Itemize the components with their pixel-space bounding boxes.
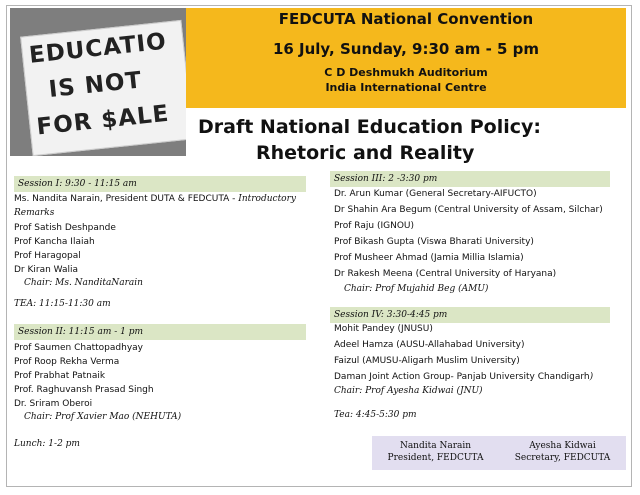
session-3-speaker: Prof Bikash Gupta (Viswa Bharati University) <box>334 237 534 247</box>
banner-line-3: FOR $ALE <box>35 100 171 141</box>
session-3-heading: Session III: 2 -3:30 pm <box>330 171 610 187</box>
event-venue-centre: India International Centre <box>325 81 487 94</box>
event-venue-hall: C D Deshmukh Auditorium <box>324 66 488 79</box>
event-date: 16 July, Sunday, 9:30 am - 5 pm <box>272 40 540 58</box>
session-1-speaker: Prof Kancha Ilaiah <box>14 237 95 247</box>
session-1-chair: Chair: Ms. NanditaNarain <box>24 278 143 288</box>
lunch-break: Lunch: 1-2 pm <box>14 439 80 449</box>
intro-speaker: Ms. Nandita Narain, President DUTA & FEDCUTA - <box>14 194 239 204</box>
session-2-speaker: Prof Saumen Chattopadhyay <box>14 343 143 353</box>
policy-title-line-1: Draft National Education Policy: <box>198 116 542 138</box>
session-3-speaker: Prof Musheer Ahmad (Jamia Millia Islamia) <box>334 253 524 263</box>
session-1-intro <box>14 194 296 204</box>
session-4-speaker <box>334 372 593 382</box>
session-3-speaker: Dr. Arun Kumar (General Secretary-AIFUCTO) <box>334 189 537 199</box>
signature-role: Secretary, FEDCUTA <box>514 453 611 463</box>
session-1-speaker: Dr Kiran Walia <box>14 265 79 275</box>
session-3-speaker: Dr Rakesh Meena (Central University of Haryana) <box>334 269 557 279</box>
session-3-speaker: Dr Shahin Ara Begum (Central University of Assam, Silchar) <box>334 205 603 215</box>
session-3-chair: Chair: Prof Mujahid Beg (AMU) <box>344 284 489 294</box>
signature-president <box>372 440 499 464</box>
intro-label: Introductory <box>238 194 296 204</box>
session-4-speaker: Faizul (AMUSU-Aligarh Muslim University) <box>334 356 520 366</box>
intro-label-cont: Remarks <box>14 208 55 218</box>
session-2-chair: Chair: Prof Xavier Mao (NEHUTA) <box>24 412 182 422</box>
session-2-heading: Session II: 11:15 am - 1 pm <box>14 324 306 340</box>
signature-name: Ayesha Kidwai <box>529 441 596 451</box>
signature-role: President, FEDCUTA <box>387 453 484 463</box>
session-3-speaker: Prof Raju (IGNOU) <box>334 221 414 231</box>
session-4-heading: Session IV: 3:30-4:45 pm <box>330 307 610 323</box>
session-2-speaker: Prof Prabhat Patnaik <box>14 371 106 381</box>
banner-line-1: EDUCATIO <box>27 28 169 69</box>
signature-name: Nandita Narain <box>399 441 472 451</box>
session-1-speaker: Prof Haragopal <box>14 251 81 261</box>
tea-break-2: Tea: 4:45-5:30 pm <box>334 410 417 420</box>
session-2-speaker: Prof. Raghuvansh Prasad Singh <box>14 385 154 395</box>
daman-name: Daman Joint Action Group- Panjab University Chandigarh <box>334 372 590 382</box>
session-1-heading: Session I: 9:30 - 11:15 am <box>14 176 306 192</box>
session-1-speaker: Prof Satish Deshpande <box>14 223 116 233</box>
session-2-speaker: Prof Roop Rekha Verma <box>14 357 120 367</box>
signature-secretary <box>499 440 626 464</box>
session-2-speaker: Dr. Sriram Oberoi <box>14 399 93 409</box>
session-4-chair: Chair: Prof Ayesha Kidwai (JNU) <box>334 386 483 396</box>
event-title: FEDCUTA National Convention <box>278 10 534 28</box>
tea-break-1: TEA: 11:15-11:30 am <box>14 299 111 309</box>
banner-line-2: IS NOT <box>47 67 144 104</box>
protest-banner <box>20 20 186 156</box>
session-4-speaker: Adeel Hamza (AUSU-Allahabad University) <box>334 340 525 350</box>
protest-photo <box>10 8 186 156</box>
session-4-speaker: Mohit Pandey (JNUSU) <box>334 324 433 334</box>
signature-box <box>372 436 626 470</box>
policy-title-line-2: Rhetoric and Reality <box>256 142 475 164</box>
daman-end: ) <box>589 372 594 382</box>
